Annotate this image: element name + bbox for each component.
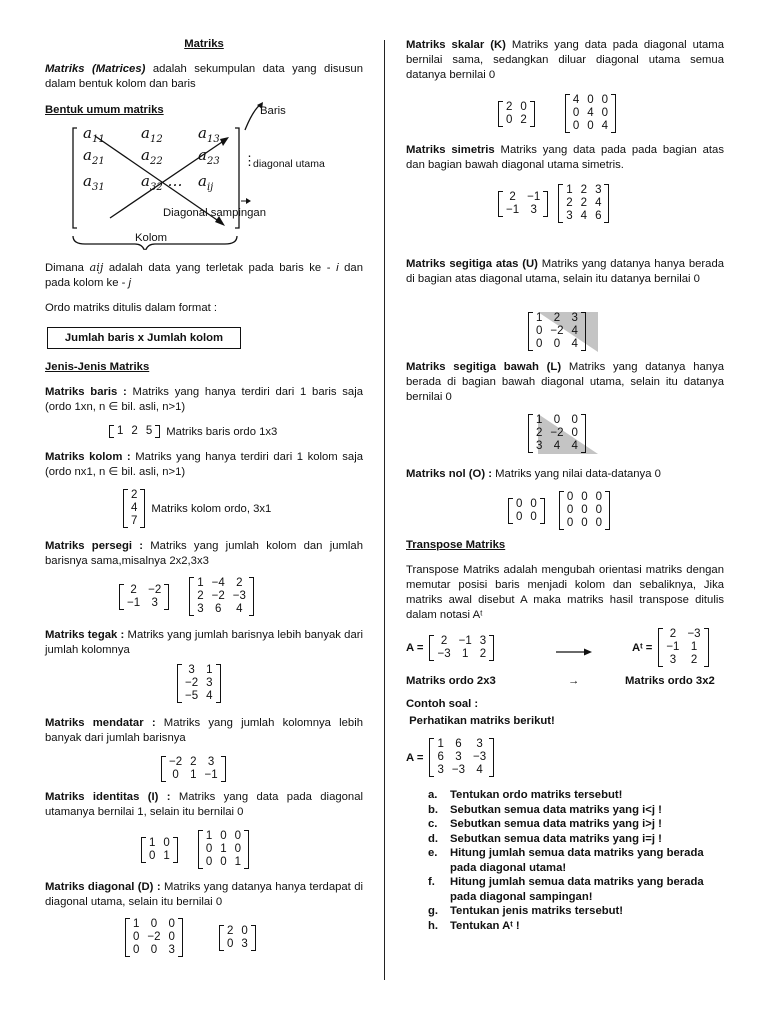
matrix-cell: 3 <box>530 203 537 216</box>
ordo-arrow: → <box>568 675 580 687</box>
matrix-cell: 1 <box>133 918 140 930</box>
matrix-cell: 0 <box>516 510 523 523</box>
matrix-cell: −5 <box>185 690 199 702</box>
matrix-cell: 0 <box>581 491 588 503</box>
def-simetris <box>406 143 724 173</box>
question-text: Tentukan jenis matriks tersebut! <box>450 905 624 917</box>
matrix-cell: 0 <box>595 491 603 503</box>
transpose-heading: Transpose Matriks <box>406 539 506 551</box>
matrix-cell: 1 <box>220 843 227 855</box>
general-cell: $a_{13}$ <box>198 124 220 145</box>
matrix-cell: 0 <box>241 924 248 937</box>
example-simetris <box>498 184 609 223</box>
matrix-cell: 0 <box>133 944 140 956</box>
matrix-cell: 0 <box>205 843 213 855</box>
matrix-cell: 1 <box>163 849 170 862</box>
def-simetris-desc: Matriks yang data pada pada bagian atas dan bagian bawah diagonal utama simetris. <box>406 144 724 171</box>
matrix-cell: −1 <box>666 641 680 653</box>
matrix-cell: 0 <box>530 510 537 523</box>
matrix-cell: 0 <box>205 856 213 868</box>
matrix-cell: 4 <box>587 107 594 119</box>
caption-baris: Matriks baris ordo 1x3 <box>166 425 278 438</box>
def-kolom-desc: Matriks yang hanya terdiri dari 1 kolom saja (ordo nx1, n ∈ bil. asli, n>1) <box>45 451 363 478</box>
matrix-cell: −4 <box>211 577 225 589</box>
general-cell: $a_{11}$ <box>83 124 105 145</box>
example-diagonal <box>125 918 256 957</box>
matrix-cell: 3 <box>476 738 483 750</box>
matrix-cell: 2 <box>131 489 138 501</box>
matrix-cell: 4 <box>476 764 483 776</box>
matrix-cell: −3 <box>451 764 466 776</box>
matrix-cell: 6 <box>437 751 444 763</box>
example-baris <box>109 425 277 438</box>
matrix-cell: 0 <box>149 849 156 862</box>
caption-kolom: Matriks kolom ordo, 3x1 <box>151 502 272 515</box>
example-tegak <box>177 664 221 703</box>
matrix-cell: 0 <box>595 517 603 529</box>
question-letter: g. <box>428 905 439 917</box>
question-text: Sebutkan semua data matriks yang i=j ! <box>450 832 662 845</box>
matrix-cell: 0 <box>226 937 234 950</box>
matrix-cell: 4 <box>206 690 213 702</box>
matrix-cell: 0 <box>220 830 227 842</box>
intro-paragraph <box>45 62 363 92</box>
label-diagonal-utama: diagonal utama <box>253 158 325 170</box>
matrix-skalar-2x2 <box>498 101 535 127</box>
matrix-cell: 0 <box>571 414 578 426</box>
example-persegi <box>119 577 254 616</box>
general-cell: $a_{32}$ … <box>141 172 183 193</box>
general-cell: $a_{23}$ <box>198 146 220 167</box>
matrix-cell: 2 <box>130 583 137 596</box>
matrix-cell: −1 <box>458 635 472 647</box>
example-nol <box>508 491 610 530</box>
ordo-left-caption: Matriks ordo 2x3 <box>406 675 496 687</box>
def-persegi-term: Matriks persegi : <box>45 540 144 552</box>
matrix-cell: 0 <box>581 504 588 516</box>
matrix-cell: 3 <box>437 764 444 776</box>
def-persegi <box>45 539 363 569</box>
matrix-cell: 0 <box>530 497 537 510</box>
matrix-cell: 4 <box>236 603 243 615</box>
example-kolom <box>123 489 271 528</box>
matrix-cell: 0 <box>601 107 609 119</box>
def-baris-term: Matriks baris : <box>45 386 127 398</box>
matrix-cell: −2 <box>550 427 564 439</box>
question-letter: h. <box>428 919 439 932</box>
matrix-identitas-3x3 <box>198 830 249 869</box>
matrix-cell: 1 <box>205 830 213 842</box>
matrix-cell: 0 <box>553 338 561 350</box>
matrix-cell: 1 <box>566 184 573 196</box>
matrix-cell: 3 <box>595 184 602 196</box>
matrix-cell: 2 <box>669 628 677 640</box>
question-list <box>428 788 728 933</box>
matrix-cell: 2 <box>226 924 234 937</box>
matrix-simetris-3x3 <box>558 184 609 223</box>
def-nol <box>406 467 724 482</box>
def-mendatar-desc: Matriks yang jumlah kolomnya lebih banyak dari jumlah barisnya <box>45 717 363 744</box>
matrix-cell: 2 <box>509 190 516 203</box>
matrix-cell: 1 <box>536 312 543 324</box>
def-diagonal-desc: Matriks yang datanya hanya terdapat di diagonal utama, selain itu bernilai 0 <box>45 881 363 908</box>
general-cell: $a_{31}$ <box>83 172 105 193</box>
def-skalar-term: Matriks skalar (K) <box>406 39 506 51</box>
def-tegak-term: Matriks tegak : <box>45 629 125 641</box>
example-identitas <box>141 830 249 869</box>
matrix-cell: 1 <box>234 856 242 868</box>
def-simetris-term: Matriks simetris <box>406 144 495 156</box>
question-letter: a. <box>428 789 438 801</box>
matrix-cell: 0 <box>172 769 179 781</box>
matrix-cell: 4 <box>571 338 578 350</box>
general-cell: $a_{12}$ <box>141 124 163 145</box>
matrix-cell: 1 <box>690 641 698 653</box>
matrix-diagonal-3x3 <box>125 918 183 957</box>
matrix-cell: 2 <box>580 197 588 209</box>
question-letter: c. <box>428 818 438 830</box>
matrix-cell: 2 <box>506 100 513 113</box>
matrix-cell: 2 <box>131 425 138 437</box>
matrix-cell: −1 <box>204 769 218 781</box>
question-item <box>428 904 728 919</box>
def-mendatar-term: Matriks mendatar : <box>45 717 156 729</box>
example-lead: Perhatikan matriks berikut! <box>406 715 555 727</box>
intro-text: adalah sekumpulan data yang disusun dalam bentuk kolom dan baris <box>45 63 363 90</box>
matrix-cell: −2 <box>169 756 183 768</box>
matrix-example-a <box>429 738 494 777</box>
matrix-cell: 3 <box>479 635 487 647</box>
question-letter: e. <box>428 847 438 859</box>
matrix-cell: 0 <box>506 113 513 126</box>
matrix-cell: 0 <box>516 497 523 510</box>
matrix-cell: 4 <box>572 94 580 106</box>
label-example-a: A = <box>406 751 424 764</box>
matrix-cell: 0 <box>536 325 543 337</box>
matrix-cell: −2 <box>147 931 161 943</box>
matrix-cell: 4 <box>131 502 138 514</box>
matrix-cell: 0 <box>234 830 242 842</box>
matrix-kolom <box>123 489 145 528</box>
matrix-cell: −1 <box>506 203 520 216</box>
matrix-identitas-2x2 <box>141 837 178 863</box>
matrix-persegi-2x2 <box>119 584 169 610</box>
general-cell: $a_{21}$ <box>83 146 105 167</box>
page-title: Matriks <box>184 38 224 50</box>
matrix-cell: −2 <box>185 677 199 689</box>
matrix-cell: 2 <box>553 312 561 324</box>
matrix-cell: 0 <box>150 944 158 956</box>
label-diagonal-sampingan: Diagonal sampingan <box>163 207 266 219</box>
matrix-cell: 0 <box>168 931 175 943</box>
def-identitas-term: Matriks identitas (I) : <box>45 791 171 803</box>
label-baris: Baris <box>260 105 286 117</box>
matrix-cell: −2 <box>550 325 564 337</box>
matrix-cell: −1 <box>127 596 141 609</box>
matrix-cell: 2 <box>580 184 588 196</box>
matrix-cell: −3 <box>473 751 487 763</box>
where-b: adalah data yang terletak pada baris ke - <box>103 262 337 274</box>
matrix-cell: 0 <box>520 100 527 113</box>
question-letter: b. <box>428 803 439 816</box>
matrix-cell: −2 <box>211 590 225 602</box>
matrix-cell: 0 <box>150 918 158 930</box>
ordo-right-caption: Matriks ordo 3x2 <box>625 675 715 687</box>
matrix-cell: 3 <box>151 596 158 609</box>
intro-term: Matriks (Matrices) <box>45 63 146 75</box>
matrix-cell: 0 <box>234 843 242 855</box>
def-segitiga-atas <box>406 257 724 287</box>
matrix-segitiga-atas <box>528 312 586 351</box>
matrix-cell: 2 <box>440 635 448 647</box>
matrix-cell: 0 <box>168 918 175 930</box>
matrix-cell: 0 <box>163 836 170 849</box>
matrix-a-2x3 <box>429 635 494 661</box>
matrix-cell: 3 <box>566 210 573 222</box>
def-identitas <box>45 790 363 820</box>
where-i: i <box>336 262 339 274</box>
matrix-diagonal-2x2 <box>219 925 256 951</box>
matrix-cell: 3 <box>168 944 175 956</box>
def-skalar-desc: Matriks yang data pada diagonal utama bernilai sama, sedangkan diluar diagonal utama semua datanya bernilai 0 <box>406 39 725 81</box>
matrix-cell: 4 <box>595 197 602 209</box>
def-segitiga-atas-term: Matriks segitiga atas (U) <box>406 258 538 270</box>
matrix-cell: 0 <box>595 504 603 516</box>
question-item <box>428 817 728 832</box>
question-text: Tentukan Aᵗ ! <box>450 919 520 932</box>
def-tegak <box>45 628 363 658</box>
def-diagonal <box>45 880 363 910</box>
matrix-cell: 3 <box>197 603 204 615</box>
transpose-example-at <box>632 628 709 667</box>
matrix-cell: 0 <box>133 931 140 943</box>
matrix-cell: 1 <box>536 414 543 426</box>
matrix-cell: 0 <box>572 107 580 119</box>
question-letter: d. <box>428 832 439 845</box>
def-tegak-desc: Matriks yang jumlah barisnya lebih banyak dari jumlah kolomnya <box>45 629 363 656</box>
question-text: Tentukan ordo matriks tersebut! <box>450 789 623 801</box>
question-item <box>428 846 728 875</box>
matrix-cell: 4 <box>571 325 578 337</box>
matrix-cell: 4 <box>571 440 578 452</box>
example-skalar <box>498 94 616 133</box>
matrix-tegak <box>177 664 221 703</box>
question-item <box>428 803 728 818</box>
ordo-format-box: Jumlah baris x Jumlah kolom <box>47 327 241 349</box>
question-text: Hitung jumlah semua data matriks yang berada pada diagonal utama! <box>450 847 704 874</box>
question-text: Sebutkan semua data matriks yang i>j ! <box>450 818 662 830</box>
matrix-cell: 0 <box>587 94 594 106</box>
matrix-cell: 3 <box>455 751 462 763</box>
def-diagonal-term: Matriks diagonal (D) : <box>45 881 161 893</box>
matrix-cell: 0 <box>566 517 574 529</box>
label-at: Aᵗ = <box>632 641 653 654</box>
matrix-cell: 1 <box>437 738 444 750</box>
where-j: j <box>128 277 132 289</box>
matrix-cell: 1 <box>190 769 197 781</box>
def-mendatar <box>45 716 363 746</box>
matrix-cell: 0 <box>571 427 578 439</box>
matrix-cell: 0 <box>601 94 609 106</box>
def-skalar <box>406 38 724 83</box>
matrix-cell: 2 <box>197 590 204 602</box>
def-segitiga-bawah-term: Matriks segitiga bawah (L) <box>406 361 562 373</box>
matrix-cell: 1 <box>149 836 156 849</box>
matrix-cell: −3 <box>437 648 451 660</box>
where-a: Dimana <box>45 262 90 274</box>
def-nol-desc: Matriks yang nilai data-datanya 0 <box>491 468 661 480</box>
matrix-cell: 3 <box>188 664 195 676</box>
label-kolom: Kolom <box>135 232 168 244</box>
matrix-cell: 3 <box>536 440 543 452</box>
matrix-cell: 7 <box>131 515 138 527</box>
question-item <box>428 919 728 934</box>
question-text: Sebutkan semua data matriks yang i<j ! <box>450 803 662 816</box>
def-baris-desc: Matriks yang hanya terdiri dari 1 baris saja (ordo 1xn, n ∈ bil. asli, n>1) <box>45 386 363 413</box>
where-c: dan pada kolom ke - <box>45 262 363 289</box>
matrix-cell: −1 <box>527 190 541 203</box>
matrix-cell: 4 <box>580 210 588 222</box>
general-cell: $a_{ij}$ <box>198 172 214 193</box>
transpose-example-a <box>406 635 494 661</box>
general-form-heading: Bentuk umum matriks <box>45 104 164 116</box>
matrix-cell: 3 <box>571 312 578 324</box>
def-kolom-term: Matriks kolom : <box>45 451 131 463</box>
def-nol-term: Matriks nol (O) : <box>406 468 492 480</box>
matrix-cell: 0 <box>220 856 227 868</box>
matrix-cell: 1 <box>206 664 213 676</box>
matrix-at-3x2 <box>658 628 708 667</box>
example-segitiga-bawah <box>528 414 586 453</box>
matrix-persegi-3x3 <box>189 577 254 616</box>
matrix-cell: 2 <box>190 756 197 768</box>
matrix-cell: 6 <box>595 210 602 222</box>
matrix-mendatar <box>161 756 226 782</box>
matrix-cell: 6 <box>215 603 222 615</box>
where-symbol: aij <box>89 261 104 274</box>
where-paragraph <box>45 260 363 291</box>
question-item <box>428 875 728 904</box>
matrix-cell: 0 <box>587 120 594 132</box>
column-divider <box>384 40 385 980</box>
matrix-nol-2x2 <box>508 498 545 524</box>
matrix-cell: 0 <box>566 491 574 503</box>
matrix-cell: 4 <box>601 120 609 132</box>
def-segitiga-bawah <box>406 360 724 405</box>
def-segitiga-bawah-desc: Matriks yang datanya hanya berada di bagian bawah diagonal utama, selain itu datanya bernilai 0 <box>406 361 724 403</box>
matrix-cell: 4 <box>553 440 561 452</box>
matrix-cell: 2 <box>520 113 527 126</box>
matrix-baris <box>109 425 160 438</box>
matrix-cell: 1 <box>197 577 204 589</box>
matrix-cell: 2 <box>536 427 543 439</box>
matrix-cell: 3 <box>669 654 677 666</box>
matrix-cell: −3 <box>232 590 246 602</box>
ordo-text: Ordo matriks ditulis dalam format : <box>45 302 218 314</box>
matrix-cell: 5 <box>145 425 153 437</box>
example-matrix <box>406 738 494 777</box>
general-matrix-diagram <box>65 100 365 250</box>
matrix-cell: 1 <box>461 648 469 660</box>
question-item <box>428 832 728 847</box>
matrix-cell: 0 <box>553 414 561 426</box>
matrix-cell: 1 <box>117 425 124 437</box>
matrix-cell: −2 <box>148 583 162 596</box>
matrix-skalar-3x3 <box>565 94 616 133</box>
matrix-cell: 2 <box>479 648 487 660</box>
matrix-cell: 0 <box>572 120 580 132</box>
def-kolom <box>45 450 363 480</box>
question-item <box>428 788 728 803</box>
matrix-simetris-2x2 <box>498 191 548 217</box>
matrix-cell: 6 <box>455 738 462 750</box>
matrix-nol-3x3 <box>559 491 610 530</box>
question-text: Hitung jumlah semua data matriks yang berada pada diagonal sampingan! <box>450 876 704 903</box>
matrix-cell: 3 <box>206 677 213 689</box>
question-letter: f. <box>428 876 435 888</box>
def-baris <box>45 385 363 415</box>
def-identitas-desc: Matriks yang data pada diagonal utamanya bernilai 1, selain itu bernilai 0 <box>45 791 363 818</box>
matrix-cell: 2 <box>566 197 573 209</box>
example-heading: Contoh soal : <box>406 698 479 710</box>
example-mendatar <box>161 756 226 782</box>
matrix-cell: 0 <box>566 504 574 516</box>
matrix-segitiga-bawah <box>528 414 586 453</box>
right-arrow-icon <box>556 648 592 656</box>
def-persegi-desc: Matriks yang jumlah kolom dan jumlah barisnya sama,misalnya 2x2,3x3 <box>45 540 363 567</box>
general-cell: $a_{22}$ <box>141 146 163 167</box>
matrix-cell: 3 <box>241 937 248 950</box>
vertical-dots: ⋮ <box>243 154 256 169</box>
matrix-cell: −3 <box>687 628 701 640</box>
matrix-cell: 0 <box>536 338 543 350</box>
transpose-paragraph: Transpose Matriks adalah mengubah orientasi matriks dengan memutar posisi baris menjadi kolom dan sebaliknya, Jika matriks awal disebut A maka matriks hasil transpose ditulis dalam notasi Aᵗ <box>406 564 724 621</box>
matrix-cell: 0 <box>581 517 588 529</box>
matrix-cell: 2 <box>690 654 698 666</box>
types-heading: Jenis-Jenis Matriks <box>45 361 150 373</box>
matrix-cell: 3 <box>207 756 215 768</box>
matrix-cell: 2 <box>236 577 243 589</box>
label-a: A = <box>406 642 424 654</box>
def-segitiga-atas-desc: Matriks yang datanya hanya berada di bagian atas diagonal utama, selain itu datanya bernilai 0 <box>406 258 725 285</box>
example-segitiga-atas <box>528 312 586 351</box>
